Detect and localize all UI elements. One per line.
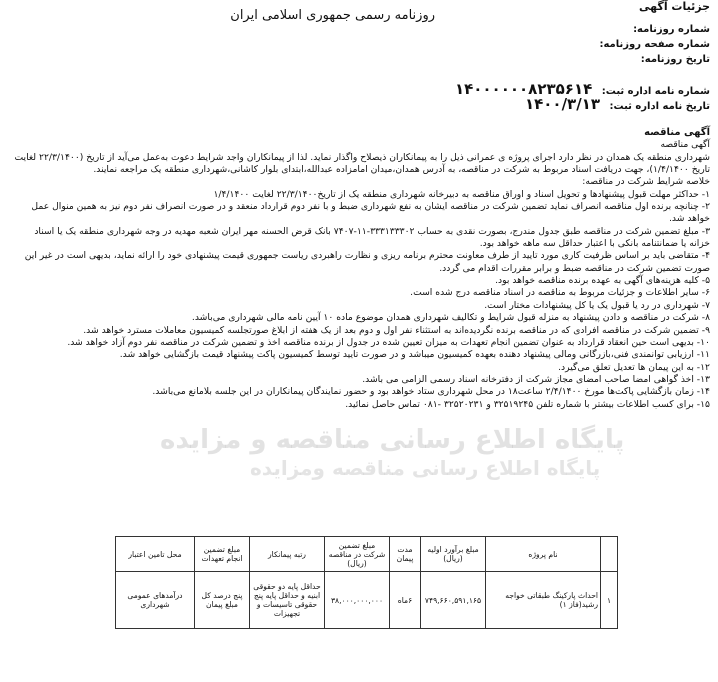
ad-subtitle: آگهی مناقصه — [660, 139, 710, 151]
table-header: محل تامین اعتبار — [116, 537, 195, 572]
newspaper-date-label: تاریخ روزنامه: — [640, 54, 710, 65]
condition-item: ۸- شرکت در مناقصه و دادن پیشنهاد به منزله قبول شرایط و تکالیف شهرداری همدان موضوع ماده ۱۰ آیین نامه مالی شهرداری می‌باشد. — [191, 312, 710, 324]
summary-title: خلاصه شرایط شرکت در مناقصه: — [582, 176, 710, 188]
duration-cell: ۶ماه — [390, 572, 421, 629]
registration-date-row — [455, 95, 710, 113]
condition-item: ۴- متقاضی باید بر اساس ظرفیت کاری مورد تایید از طرف معاونت محترم برنامه ریزی و نظارت راهبردی ریاست جمهوری قیمت پیشنهادی خود را ارائه نماید، بدیهی است در غیر این صورت تضمین شرکت در مناقصه ضبط و برابر مقررات اقدام می گردد. — [24, 250, 710, 274]
condition-item: ۱۱- ارزیابی توانمندی فنی،بازرگانی ومالی پیشنهاد دهنده بعهده کمیسیون میباشد و در صورت تایید توسط کمیسیون پاکت پیشنهاد قیمت بازگشایی خواهد شد. — [119, 349, 710, 361]
condition-item: ۲- چنانچه برنده اول مناقصه انصراف نماید تضمین شرکت در مناقصه ایشان به نفع شهرداری ضبط و با نفر دوم قرارداد منعقد و در صورت انصراف نفر دوم نیز به همین منوال عمل خواهد شد. — [31, 201, 710, 225]
condition-item: ۳- مبلغ تضمین شرکت در مناقصه طبق جدول مندرج، بصورت نقدی به حساب ۳۳۳۱۳۳۳۰۲-۱۱-۷۴۰۷ بانک قرض الحسنه مهر ایران شعبه مهدیه در وجه شهرداری منطقه یک یا اسناد خزانه یا ضمانتنامه بانکی با اعتبار حداقل سه ماهه خواهد بود. — [34, 225, 710, 250]
table-header: مبلغ تضمین شرکت در مناقصه (ریال) — [325, 537, 390, 572]
newspaper-name: روزنامه رسمی جمهوری اسلامی ایران — [230, 8, 435, 23]
condition-item: ۹- تضمین شرکت در مناقصه افرادی که در مناقصه برنده نگردیده‌اند به استثناء نفر اول و دوم بعد از یک هفته از ابلاغ صورتجلسه کمیسیون معاملات مسترد خواهد شد. — [83, 324, 710, 336]
condition-item: ۱- حداکثر مهلت قبول پیشنهادها و تحویل اسناد و اوراق مناقصه به دبیرخانه شهرداری منطقه یک از تاریخ۲۲/۳/۱۴۰۰ لغایت ۱/۴/۱۴۰۰ — [213, 188, 710, 200]
condition-item: ۱۰- بدیهی است حین انعقاد قرارداد به عنوان تضمین انجام تعهدات به میزان تعیین شده در جدول از برنده مناقصه اخذ و تضمین شرکت در مناقصه نفر دوم آزاد خواهد شد. — [67, 336, 710, 348]
ad-title: آگهی مناقصه — [644, 127, 710, 138]
table-header-row — [116, 537, 618, 572]
condition-item: ۱۳- اخذ گواهی امضا صاحب امضای مجاز شرکت از دفترخانه اسناد رسمی الزامی می باشد. — [362, 373, 710, 385]
newspaper-number-label: شماره روزنامه: — [633, 24, 710, 35]
condition-item: ۵- کلیه هزینه‌های آگهی به عهده برنده مناقصه خواهد بود. — [495, 275, 710, 287]
table-header: نام پروژه — [486, 537, 601, 572]
table-header: مدت پیمان — [390, 537, 421, 572]
table-header-index — [601, 537, 618, 572]
ad-intro: شهرداری منطقه یک همدان در نظر دارد اجرای پروژه ی عمرانی ذیل را به پیمانکاران ذیصلاح واگذار نماید. لذا از پیمانکاران واجد شرایط دعوت به‌عمل می‌آید از تاریخ (۲۲/۳/۱۴۰۰ لغایت تاریخ ۱/۴/۱۴۰۰)، جهت دریافت اسناد مربوط به شرکت در مناقصه، به آدرس همدان،میدان امامزاده عبدالله،ابتدای بلوار کاشانی،شهرداری منطقه یک مراجعه نمایند. — [14, 151, 710, 176]
rank-cell: حداقل پایه دو حقوقی ابنیه و حداقل پایه پنج حقوقی تاسیسات و تجهیزات — [250, 572, 325, 629]
condition-item: ۱۴- زمان بازگشایی پاکت‌ها مورخ ۲/۴/۱۴۰۰ ساعت۱۸ در محل شهرداری ستاد خواهد بود و حضور نمایندگان پیمانکاران در این جلسه بلامانع می‌باشد. — [152, 386, 710, 398]
registration-number-label: شماره نامه اداره ثبت: — [601, 86, 710, 97]
table-header: مبلغ برآورد اولیه (ریال) — [421, 537, 486, 572]
table-header: مبلغ تضمین انجام تعهدات — [195, 537, 250, 572]
registration-number: ۱۴۰۰۰۰۰۰۸۲۳۵۶۱۴ — [454, 80, 593, 98]
watermark-secondary: پایگاه اطلاع رسانی مناقصه ومزایده — [250, 456, 601, 480]
condition-item: ۱۵- برای کسب اطلاعات بیشتر با شماره تلفن ۳۲۵۱۹۲۴۵ و ۳۲۵۲۰۲۳۱ -۰۸۱ تماس حاصل نمائید. — [345, 398, 710, 410]
guarantee-cell: ۳۸,۰۰۰,۰۰۰,۰۰۰ — [325, 572, 390, 629]
registration-date: ۱۴۰۰/۳/۱۳ — [524, 95, 600, 113]
details-label: جزئیات آگهی — [639, 0, 710, 13]
estimate-cell: ۷۴۹,۶۶۰,۵۹۱,۱۶۵ — [421, 572, 486, 629]
registration-date-label: تاریخ نامه اداره ثبت: — [609, 101, 710, 112]
table-header: رتبه پیمانکار — [250, 537, 325, 572]
performance-cell: پنج درصد کل مبلغ پیمان — [195, 572, 250, 629]
condition-item: ۶- سایر اطلاعات و جزئیات مربوط به مناقصه در اسناد مناقصه درج شده است. — [410, 287, 710, 299]
registration-info — [454, 80, 710, 113]
funding-cell: درآمدهای عمومی شهرداری — [116, 572, 195, 629]
row-index: ۱ — [601, 572, 618, 629]
newspaper-page-label: شماره صفحه روزنامه: — [599, 39, 710, 50]
table-row — [116, 572, 618, 629]
condition-item: ۷- شهرداری در رد یا قبول یک یا کل پیشنهادات مختار است. — [484, 299, 710, 311]
condition-item: ۱۲- به این پیمان ها تعدیل تعلق می‌گیرد. — [558, 361, 710, 373]
ad-content — [14, 127, 710, 411]
tender-table — [115, 536, 618, 629]
project-name-cell: احداث پارکینگ طبقاتی خواجه رشید(فاز ۱) — [486, 572, 601, 629]
watermark: پایگاه اطلاع رسانی مناقصه و مزایده — [160, 425, 625, 455]
newspaper-meta — [599, 22, 710, 67]
